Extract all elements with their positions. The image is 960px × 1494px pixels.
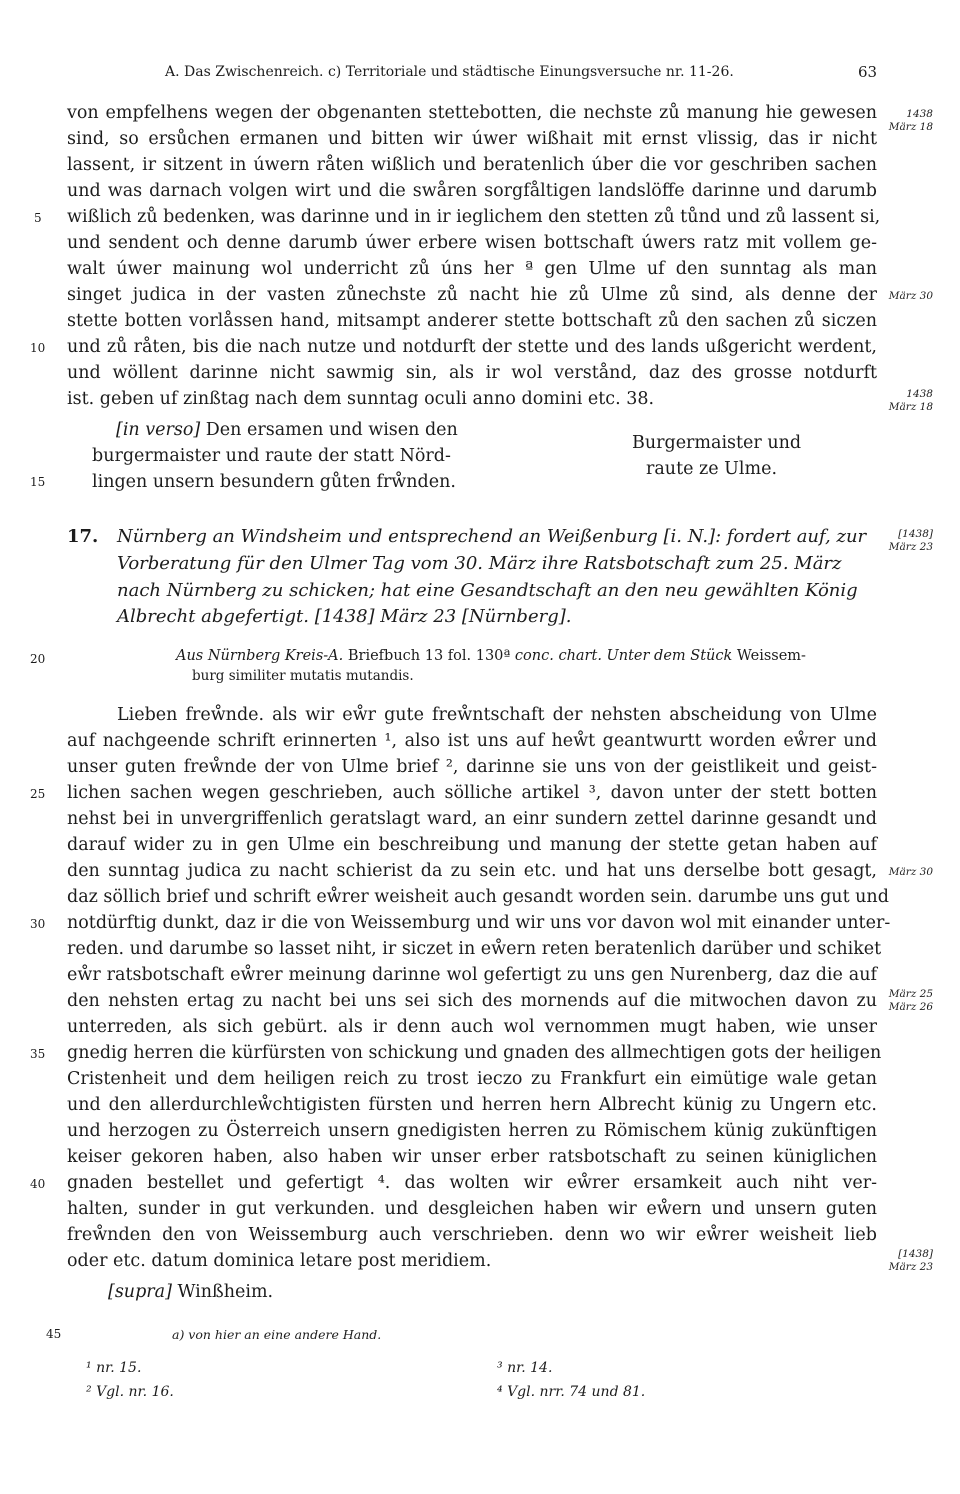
signature-line: raute ze Ulme. — [646, 459, 778, 479]
margin-day: März 23 — [888, 541, 933, 553]
doc-number: 17. — [67, 526, 99, 547]
text-line: notdürftig dunkt, daz ir die von Weissemburg und wir uns vor davon wol mit einander unter- — [67, 913, 891, 933]
text-line: lichen sachen wegen geschrieben, auch sölliche artikel ³, davon unter der stett botten — [67, 783, 877, 803]
text-line: reden. und darumbe so lasset niht, ir siczet in eẘern reten beratenlich darüber und schiket — [67, 939, 882, 959]
supra-line — [108, 1282, 273, 1302]
in-verso-label: [in verso] — [116, 420, 201, 440]
margin-date — [873, 528, 933, 554]
text-line: Cristenheit und dem heiligen reich zu trost ieczo zu Frankfurt ein eimütige wale getan — [67, 1069, 877, 1089]
margin-day: März 30 — [888, 866, 933, 878]
footnote: ³ nr. 14. — [497, 1360, 553, 1376]
signature-line: Burgermaister und — [632, 433, 802, 453]
address-text: Den ersamen und wisen den — [200, 420, 458, 440]
margin-year: [1438] — [898, 1248, 933, 1260]
margin-date — [873, 866, 933, 879]
margin-day: März 18 — [888, 401, 933, 413]
text-line: daz söllich brief und schrift eẘrer weisheit auch gesandt worden sein. darumbe uns gut und — [67, 887, 889, 907]
margin-day: März 25 — [888, 988, 933, 1000]
margin-year: 1438 — [906, 108, 933, 120]
source-form: conc. chart. Unter dem Stück — [514, 648, 733, 664]
line-number: 35 — [30, 1047, 46, 1061]
source-line — [176, 648, 806, 664]
text-line: lassent, ir sitzent in úwern råten wißlich und beratenlich úber die vor geschriben sachen — [67, 155, 877, 175]
text-line: und was darnach volgen wirt und die swåren sorgfåltigen landslöffe darinne und darumb — [67, 181, 877, 201]
text-line: und zů råten, bis die nach nutze und notdurft der stette und des lands ußgericht werdent, — [67, 337, 877, 357]
source-ref: Briefbuch 13 fol. 130ª — [343, 648, 515, 664]
margin-date — [873, 1248, 933, 1274]
text-line: oder etc. datum dominica letare post meridiem. — [67, 1251, 492, 1271]
source-line: burg similiter mutatis mutandis. — [192, 668, 414, 684]
text-line: wißlich zů bedenken, was darinne und in ir ieglichem den stetten zů tůnd und zů lassent si, — [67, 207, 881, 227]
address-line: burgermaister und raute der statt Nörd- — [92, 446, 451, 466]
heading-line: Albrecht abgefertigt. [1438] März 23 [Nürnberg]. — [117, 606, 572, 627]
margin-date — [873, 108, 933, 134]
margin-date — [873, 290, 933, 303]
line-number: 5 — [34, 211, 42, 225]
line-number: 25 — [30, 787, 46, 801]
text-line: keiser gekoren haben, also haben wir unser erber ratsbotschaft zu seinen küniglichen — [67, 1147, 877, 1167]
footnote: ⁴ Vgl. nrr. 74 und 81. — [497, 1384, 646, 1400]
footnote: ¹ nr. 15. — [86, 1360, 142, 1376]
address-line: lingen unsern besundern gůten frẘnden. — [92, 472, 456, 492]
text-line: Lieben freẘnde. als wir eẘr gute freẘntschaft der nehsten abscheidung von Ulme — [117, 705, 877, 725]
line-number: 40 — [30, 1177, 46, 1191]
text-line: freẘnden den von Weissemburg auch verschrieben. denn wo wir eẘrer weisheit lieb — [67, 1225, 877, 1245]
margin-day: März 30 — [888, 290, 933, 302]
text-line: unterreden, als sich gebürt. als ir denn auch wol vernommen mugt haben, wie unser — [67, 1017, 877, 1037]
text-line: eẘr ratsbotschaft eẘrer meinung darinne wol gefertigt zu uns gen Nurenberg, daz die auf — [67, 965, 877, 985]
text-line: und sendent och denne darumb úwer erbere wisen bottschaft úwers ratz mit vollem ge- — [67, 233, 877, 253]
margin-day: März 18 — [888, 121, 933, 133]
text-line: halten, sunder in gut verkunden. und desgleichen haben wir eẘern und unsern guten — [67, 1199, 877, 1219]
text-line: auf nachgeende schrift erinnerten ¹, also ist uns auf heẘt geantwurtt worden eẘrer und — [67, 731, 877, 751]
textual-note: a) von hier an eine andere Hand. — [172, 1327, 382, 1342]
text-line: und herzogen zu Österreich unsern gnedigisten herren zu Römischem künig zukünftigen — [67, 1121, 877, 1141]
text-line: und den allerdurchleẘchtigisten fürsten und herren hern Albrecht künig zu Ungern etc. — [67, 1095, 877, 1115]
line-number: 15 — [30, 475, 46, 489]
margin-year: [1438] — [898, 528, 933, 540]
heading-line: Nürnberg an Windsheim und entsprechend an Weißenburg [i. N.]: fordert auf, zur — [117, 526, 867, 547]
text-line: darauf wider zu in gen Ulme ein beschreibung und manung der stette getan haben auf — [67, 835, 877, 855]
line-number: 10 — [30, 341, 46, 355]
text-line: den sunntag judica zu nacht schierist da zu sein etc. und hat uns derselbe bott gesagt, — [67, 861, 877, 881]
running-header: A. Das Zwischenreich. c) Territoriale und städtische Einungsversuche nr. 11-26. — [165, 64, 734, 80]
text-line: unser guten freẘnde der von Ulme brief ², darinne sie uns von der geistlikeit und geist- — [67, 757, 877, 777]
supra-label: [supra] — [108, 1282, 172, 1302]
source-archive: Aus Nürnberg Kreis-A. — [176, 648, 344, 664]
text-line: walt úwer mainung wol underricht zů úns her ª gen Ulme uf den sunntag als man — [67, 259, 877, 279]
address-line — [116, 420, 458, 440]
margin-date — [873, 388, 933, 414]
text-line: und wöllent darinne nicht sawmig sin, als ir wol verstånd, daz des grosse notdurft — [67, 363, 877, 383]
text-line: von empfelhens wegen der obgenanten stettebotten, die nechste zů manung hie gewesen — [67, 103, 877, 123]
margin-day: März 23 — [888, 1261, 933, 1273]
heading-line: Vorberatung für den Ulmer Tag vom 30. März ihre Ratsbotschaft zum 25. März — [117, 553, 842, 574]
text-line: sind, so ersůchen ermanen und bitten wir úwer wißhait mit ernst vlissig, das ir nicht — [67, 129, 877, 149]
text-line: gnaden bestellet und gefertigt ⁴. das wolten wir eẘrer ersamkeit auch niht ver- — [67, 1173, 877, 1193]
line-number: 20 — [30, 652, 46, 666]
text-line: singet judica in der vasten zůnechste zů nacht hie zů Ulme zů sind, als denne der — [67, 285, 877, 305]
margin-date — [873, 988, 933, 1014]
page-number: 63 — [858, 63, 878, 81]
supra-text: Winßheim. — [171, 1282, 274, 1302]
heading-line: nach Nürnberg zu schicken; hat eine Gesandtschaft an den neu gewählten König — [117, 580, 858, 601]
text-line: gnedig herren die kürfürsten von schickung und gnaden des allmechtigen gots der heiligen — [67, 1043, 882, 1063]
margin-day: März 26 — [888, 1001, 933, 1013]
footnote: ² Vgl. nr. 16. — [86, 1384, 174, 1400]
margin-year: 1438 — [906, 388, 933, 400]
text-line: ist. geben uf zinßtag nach dem sunntag oculi anno domini etc. 38. — [67, 389, 655, 409]
line-number: 45 — [46, 1327, 62, 1341]
line-number: 30 — [30, 917, 46, 931]
source-text: Weissem- — [732, 648, 806, 664]
text-line: nehst bei in unvergriffenlich geratslagt ward, an einr sundern zettel darinne gesandt und — [67, 809, 877, 829]
text-line: den nehsten ertag zu nacht bei uns sei sich des mornends auf die mitwochen davon zu — [67, 991, 877, 1011]
text-line: stette botten vorlåssen hand, mitsampt anderer stette bottschaft zů den sachen zů siczen — [67, 311, 877, 331]
